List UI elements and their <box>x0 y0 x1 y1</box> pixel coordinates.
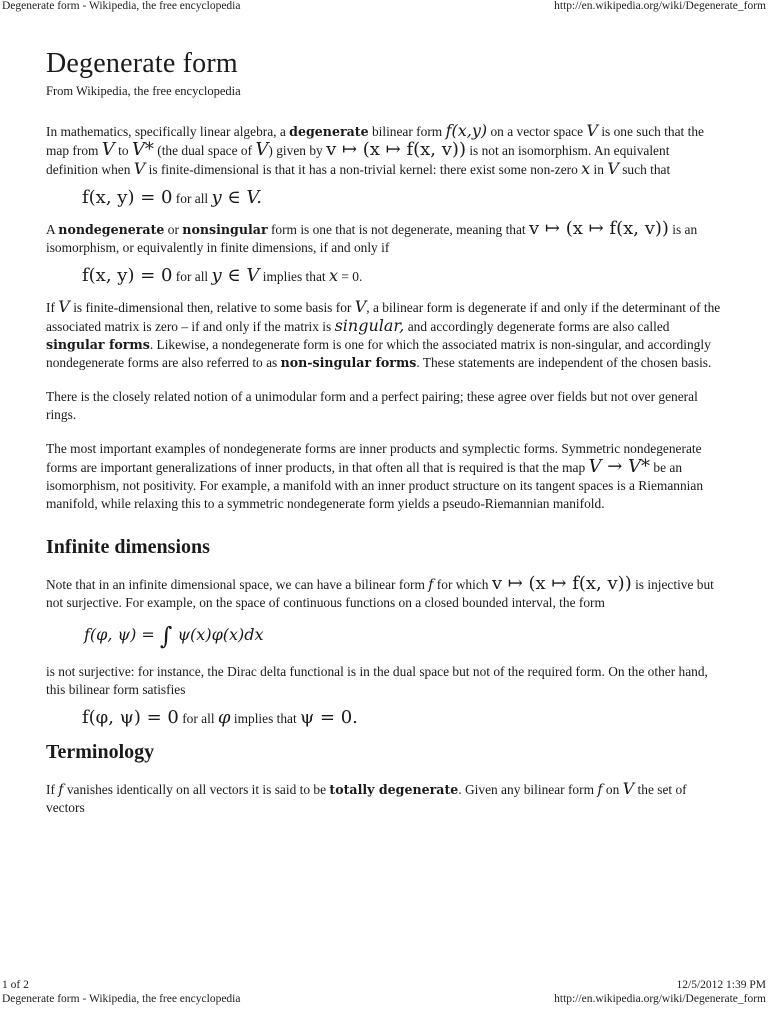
print-footer-url: http://en.wikipedia.org/wiki/Degenerate_form <box>554 993 766 1005</box>
math-iso: V → V* <box>588 456 651 477</box>
heading-infinite-dimensions: Infinite dimensions <box>46 536 210 558</box>
equation-integral: f(φ, ψ) = ∫ ψ(x)φ(x)dx <box>84 622 264 650</box>
math-map: v ↦ (x ↦ f(x, v)) <box>326 139 466 160</box>
paragraph-finite-dim: If V is finite-dimensional then, relative to some basis for V, a bilinear form is degenerate if and only if the determinant of the associated matrix is zero – if and only if the matrix is singular, and accordingly degenerate forms are also called singular forms. Likewise, a nondegenerate form is one for which the associated matrix is non-singular, and accordingly nondegenerate forms are also referred to as non-singular forms. These statements are independent of the chosen basis. <box>46 297 721 370</box>
math-map: v ↦ (x ↦ f(x, v)) <box>529 218 669 239</box>
term-totally-degenerate: totally degenerate <box>329 782 459 797</box>
print-date: 12/5/2012 1:39 PM <box>676 979 766 991</box>
equation-kernel: f(x, y) = 0 for all y ∈ V. <box>82 187 263 208</box>
paragraph-nondegenerate: A nondegenerate or nonsingular form is one that is not degenerate, meaning that v ↦ (x ↦ f(x, v)) is an isomorphism, or equivalently in finite dimensions, if and only if <box>46 218 698 255</box>
term-degenerate: degenerate <box>289 124 369 139</box>
paragraph-unimodular: There is the closely related notion of a unimodular form and a perfect pairing; these agree over fields but not over general rings. <box>46 389 698 422</box>
paragraph-terminology: If f vanishes identically on all vectors it is said to be totally degenerate. Given any bilinear form f on V the set of vectors <box>46 779 687 815</box>
paragraph-dirac: is not surjective: for instance, the Dirac delta functional is in the dual space but not of the required form. On the other hand, this bilinear form satisfies <box>46 664 708 697</box>
equation-nondegenerate: f(x, y) = 0 for all y ∈ V implies that x = 0. <box>82 265 363 286</box>
term-nonsingular: nonsingular <box>182 222 268 237</box>
term-nondegenerate: nondegenerate <box>58 222 165 237</box>
article-body <box>46 47 722 817</box>
print-footer-title: Degenerate form - Wikipedia, the free encyclopedia <box>2 993 241 1005</box>
term-singular-forms: singular forms <box>46 337 150 352</box>
term-non-singular-forms: non-singular forms <box>280 355 417 370</box>
page-number: 1 of 2 <box>2 979 29 991</box>
page-subtitle: From Wikipedia, the free encyclopedia <box>46 84 241 98</box>
math-map: v ↦ (x ↦ f(x, v)) <box>491 573 632 594</box>
print-header-url: http://en.wikipedia.org/wiki/Degenerate_form <box>554 0 766 12</box>
paragraph-examples: The most important examples of nondegenerate forms are inner products and symplectic forms. Symmetric nondegenerate forms are important generalizations of inner products, in that often all that is required is that the map V → V* be an isomorphism, not positivity. For example, a manifold with an inner product structure on its tangent spaces is a Riemannian manifold, while relaxing this to a symmetric nondegenerate form yields a pseudo-Riemannian manifold. <box>46 441 704 511</box>
equation-injective: f(φ, ψ) = 0 for all φ implies that ψ = 0. <box>82 707 358 728</box>
heading-terminology: Terminology <box>46 741 155 763</box>
paragraph-intro: In mathematics, specifically linear algebra, a degenerate bilinear form f(x,y) on a vector space V is one such that the map from V to V* (the dual space of V) given by v ↦ (x ↦ f(x, v)) is not an isomorphism. An equivalent definition when V is finite-dimensional is that it has a non-trivial kernel: there exist some non-zero x in V such that <box>46 121 704 178</box>
print-header-title: Degenerate form - Wikipedia, the free encyclopedia <box>2 0 241 12</box>
paragraph-infinite: Note that in an infinite dimensional space, we can have a bilinear form f for which v ↦ (x ↦ f(x, v)) is injective but not surjective. For example, on the space of continuous functions on a closed bounded interval, the form <box>46 573 714 610</box>
page-title: Degenerate form <box>46 48 238 79</box>
